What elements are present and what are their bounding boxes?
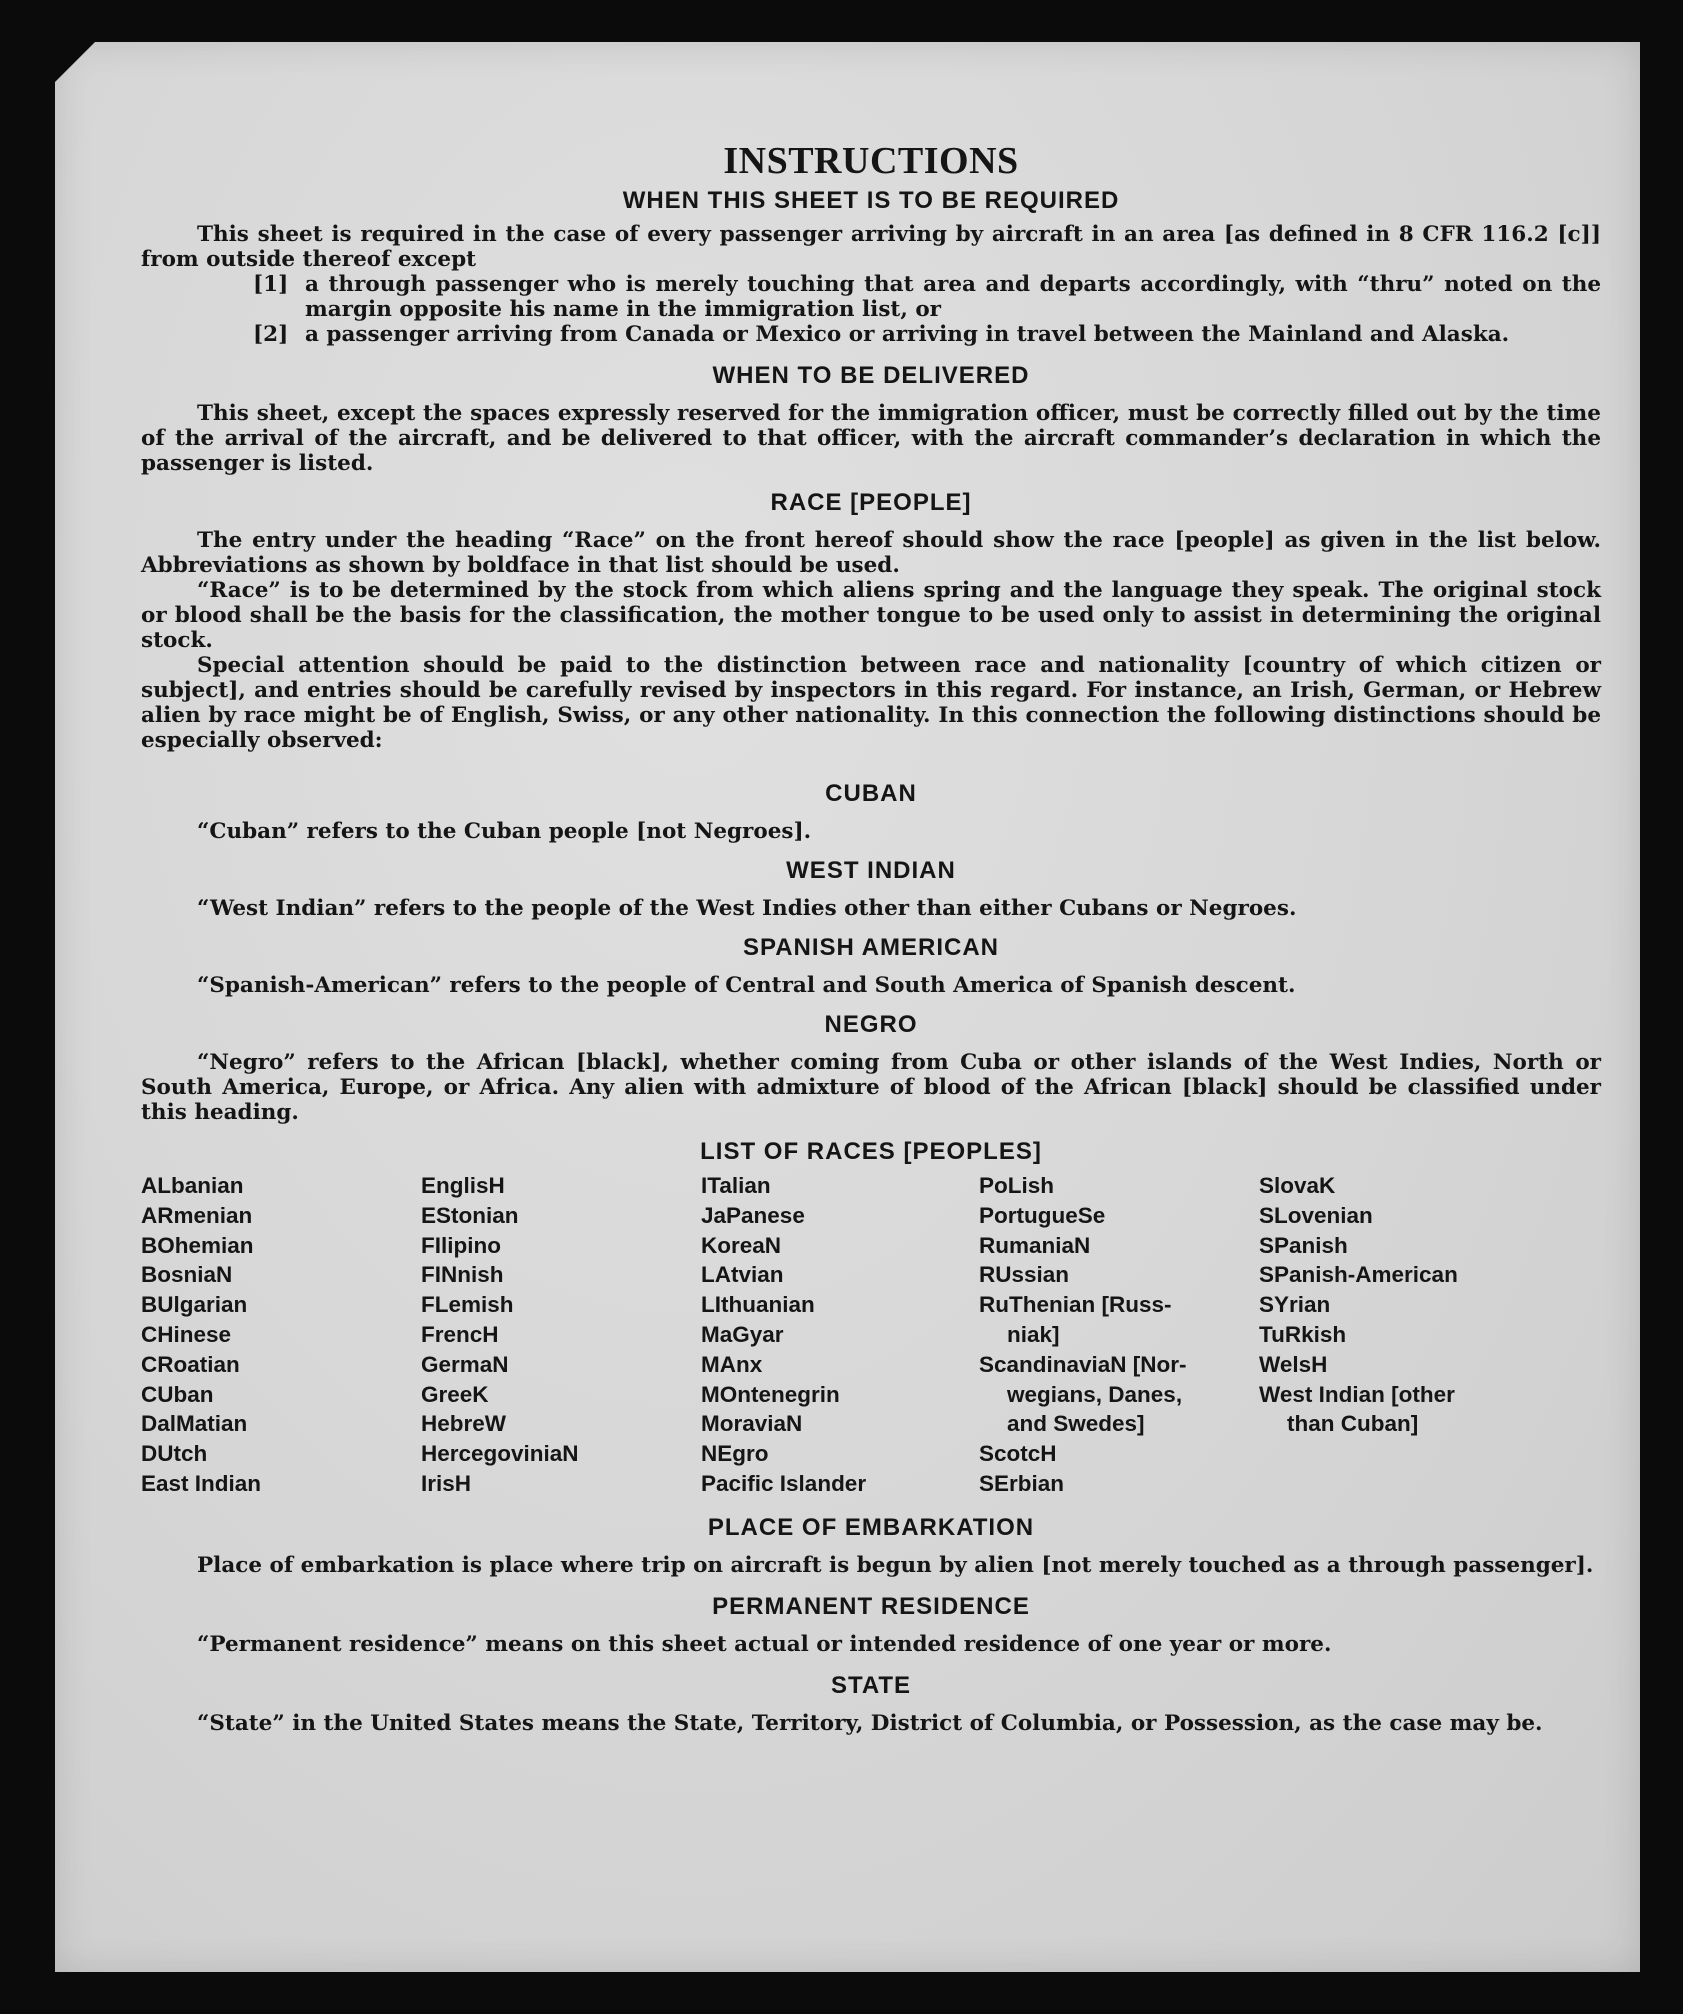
embarkation-text: Place of embarkation is place where trip on aircraft is begun by alien [not merely touched as a through passenger].	[197, 1552, 1594, 1578]
race-entry: Pacific Islander	[701, 1470, 867, 1496]
instructions-content	[141, 138, 1601, 1736]
race-entry: ALbanian	[141, 1173, 244, 1198]
race-entry: BOhemian	[141, 1232, 254, 1258]
race-entry: SLovenian	[1259, 1202, 1373, 1228]
race-entry: SErbian	[979, 1470, 1065, 1496]
document-page	[55, 42, 1640, 1972]
race-entry: HebreW	[421, 1411, 507, 1437]
heading-permanent-residence: PERMANENT RESIDENCE	[712, 1592, 1030, 1620]
item-text: a passenger arriving from Canada or Mexico or arriving in travel between the Mainland and Alaska.	[305, 322, 1510, 347]
race-entry: DalMatian	[141, 1411, 248, 1437]
race-entry: CHinese	[141, 1321, 232, 1347]
heading-when-delivered: WHEN TO BE DELIVERED	[712, 362, 1030, 389]
race-paragraph-3: Special attention should be paid to the distinction between race and nationality [country of which citizen or subject], and entries should be carefully revised by inspectors in this regard. For instance, an Irish, German, or Hebrew alien by race might be of English, Swiss, or any other nationality. In this connection the following distinctions should be especially observed:	[141, 653, 1601, 753]
heading-embarkation: PLACE OF EMBARKATION	[707, 1513, 1035, 1541]
race-entry: KoreaN	[701, 1232, 782, 1258]
race-entry: GreeK	[421, 1381, 489, 1407]
race-entry: LIthuanian	[701, 1292, 815, 1318]
negro-text: “Negro” refers to the African [black], whether coming from Cuba or other islands of the West Indies, North or South America, Europe, or Africa. Any alien with admixture of blood of the African [black] should be classified under this heading.	[141, 1050, 1601, 1125]
race-entry: IrisH	[421, 1470, 472, 1496]
race-entry: PortugueSe	[979, 1202, 1106, 1228]
race-entry: RumaniaN	[979, 1232, 1091, 1258]
race-entry: FINnish	[421, 1262, 504, 1288]
exception-item-2	[253, 322, 1601, 347]
race-list	[141, 1171, 1601, 1499]
heading-west-indian: WEST INDIAN	[786, 857, 956, 884]
state-text: “State” in the United States means the State, Territory, District of Columbia, or Possession, as the case may be.	[197, 1710, 1543, 1736]
race-entry: LAtvian	[701, 1262, 784, 1288]
race-entry: RuThenian [Russ-	[979, 1292, 1172, 1318]
race-entry: ARmenian	[141, 1202, 253, 1228]
race-entry: GermaN	[421, 1351, 509, 1377]
race-column	[141, 1171, 421, 1499]
race-entry: SPanish-American	[1259, 1262, 1458, 1288]
race-entry: ScotcH	[979, 1441, 1057, 1467]
race-entry: BosniaN	[141, 1262, 233, 1288]
race-entry: SYrian	[1259, 1292, 1331, 1318]
race-entry: MAnx	[701, 1351, 763, 1377]
heading-cuban: CUBAN	[825, 780, 917, 807]
heading-when-required: WHEN THIS SHEET IS TO BE REQUIRED	[622, 187, 1120, 214]
race-entry: NEgro	[701, 1441, 769, 1467]
heading-negro: NEGRO	[824, 1011, 918, 1038]
heading-list-of-races: LIST OF RACES [PEOPLES]	[700, 1138, 1042, 1165]
race-entry: EStonian	[421, 1202, 519, 1228]
race-column	[701, 1171, 979, 1499]
race-entry: East Indian	[141, 1470, 262, 1496]
race-paragraph-1: The entry under the heading “Race” on the front hereof should show the race [people] as given in the list below. Abbreviations as shown by boldface in that list should be used.	[141, 528, 1601, 578]
race-entry: and Swedes]	[1007, 1411, 1145, 1437]
exception-item-1	[253, 272, 1601, 322]
race-entry: SPanish	[1259, 1232, 1348, 1258]
item-number: [2]	[253, 322, 289, 347]
spanish-american-text: “Spanish-American” refers to the people of Central and South America of Spanish descent.	[197, 973, 1296, 998]
race-entry: ScandinaviaN [Nor-	[979, 1351, 1187, 1377]
item-text: a through passenger who is merely touching that area and departs accordingly, with “thru” noted on the margin opposite his name in the immigration list, or	[305, 272, 1601, 322]
race-column	[1259, 1171, 1559, 1499]
west-indian-text: “West Indian” refers to the people of the West Indies other than either Cubans or Negroes.	[197, 896, 1297, 921]
race-entry: RUssian	[979, 1262, 1070, 1288]
race-entry: FLemish	[421, 1292, 514, 1318]
heading-spanish-american: SPANISH AMERICAN	[742, 934, 999, 961]
race-entry: FIlipino	[421, 1232, 501, 1258]
race-entry: West Indian [other	[1259, 1381, 1455, 1407]
heading-race: RACE [PEOPLE]	[770, 489, 972, 516]
race-entry: BUlgarian	[141, 1292, 248, 1318]
cuban-text: “Cuban” refers to the Cuban people [not Negroes].	[197, 819, 812, 844]
race-entry: FrencH	[421, 1321, 499, 1347]
race-entry: JaPanese	[701, 1202, 805, 1228]
race-entry: HercegoviniaN	[421, 1441, 579, 1467]
heading-state: STATE	[830, 1671, 912, 1699]
race-entry: niak]	[1007, 1321, 1060, 1347]
race-column	[421, 1171, 701, 1499]
race-entry: wegians, Danes,	[1007, 1381, 1183, 1407]
race-entry: CRoatian	[141, 1351, 240, 1377]
race-entry: MOntenegrin	[701, 1381, 840, 1407]
when-delivered-text: This sheet, except the spaces expressly reserved for the immigration officer, must be correctly filled out by the time of the arrival of the aircraft, and be delivered to that officer, with the aircraft commander’s declaration in which the passenger is listed.	[141, 401, 1601, 476]
item-number: [1]	[253, 272, 289, 297]
page-title: INSTRUCTIONS	[723, 140, 1019, 182]
race-entry: WelsH	[1259, 1351, 1328, 1377]
race-entry: TuRkish	[1259, 1321, 1347, 1347]
race-paragraph-2: “Race” is to be determined by the stock from which aliens spring and the language they speak. The original stock or blood shall be the basis for the classification, the mother tongue to be used only to assist in determining the original stock.	[141, 578, 1601, 653]
race-entry: than Cuban]	[1287, 1411, 1419, 1437]
race-entry: DUtch	[141, 1441, 208, 1467]
race-entry: PoLish	[979, 1173, 1055, 1198]
race-entry: EnglisH	[421, 1173, 505, 1198]
race-entry: CUban	[141, 1381, 214, 1407]
race-entry: MaGyar	[701, 1321, 784, 1347]
race-entry: ITalian	[701, 1173, 771, 1198]
when-required-intro: This sheet is required in the case of every passenger arriving by aircraft in an area [as defined in 8 CFR 116.2 [c]] from outside thereof except	[141, 222, 1601, 272]
permanent-residence-text: “Permanent residence” means on this sheet actual or intended residence of one year or more.	[197, 1631, 1332, 1657]
race-entry: SlovaK	[1259, 1173, 1336, 1198]
race-entry: MoraviaN	[701, 1411, 803, 1437]
race-column	[979, 1171, 1259, 1499]
folded-corner	[55, 42, 95, 82]
